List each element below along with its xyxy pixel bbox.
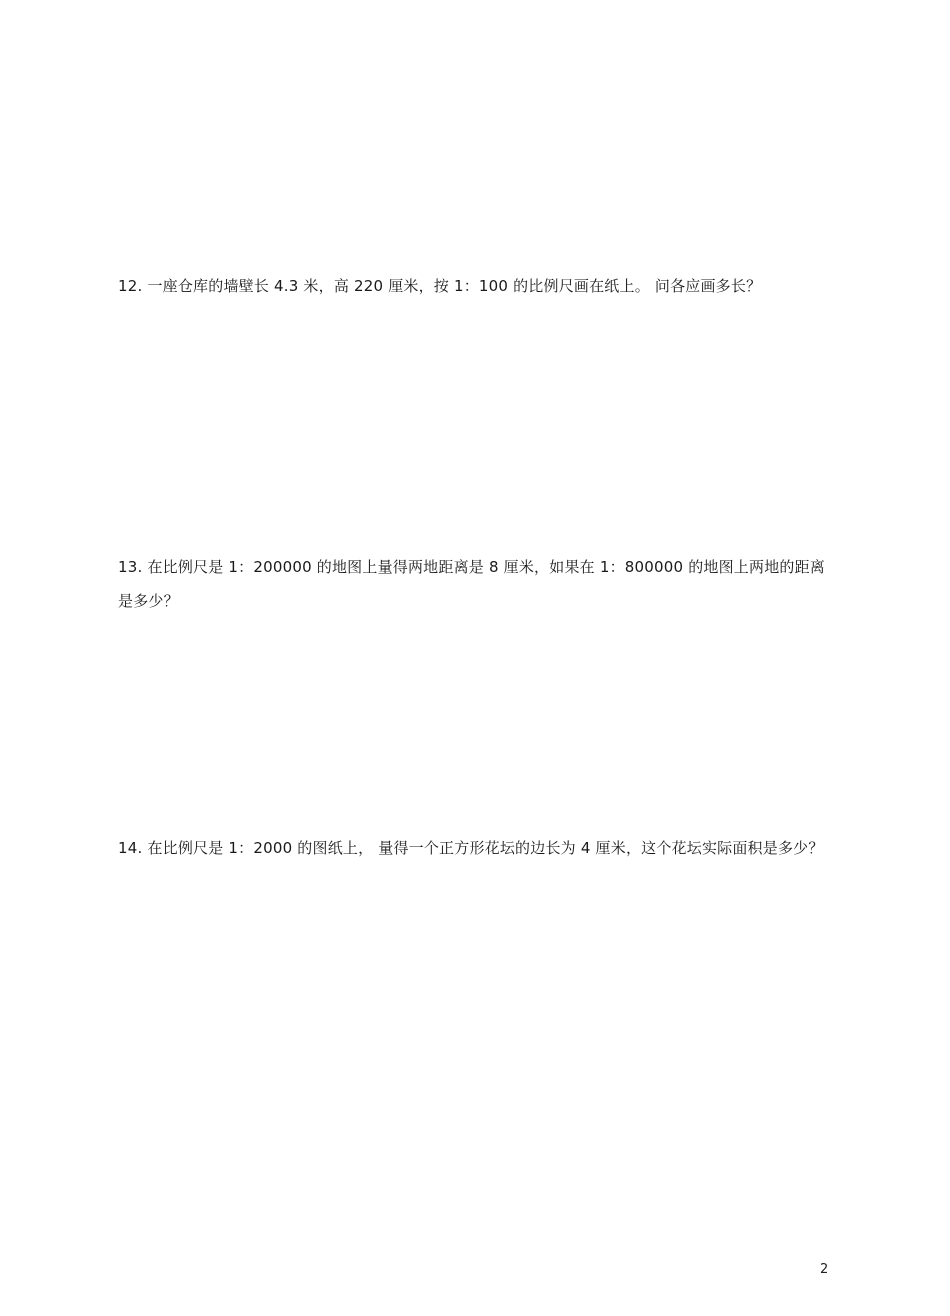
question-number: 13. <box>118 558 143 576</box>
question-number: 12. <box>118 277 143 295</box>
page-number: 2 <box>820 1262 829 1277</box>
question-number: 14. <box>118 839 143 857</box>
question-14 <box>118 831 833 865</box>
question-12 <box>118 269 833 303</box>
question-13 <box>118 550 833 618</box>
question-text: 一座仓库的墙壁长 4.3 米，高 220 厘米，按 1：100 的比例尺画在纸上。 问各应画多长？ <box>147 277 762 295</box>
question-text: 在比例尺是 1：200000 的地图上量得两地距离是 8 厘米，如果在 1：800000 的地图上两地的距离是多少？ <box>118 558 826 610</box>
question-text: 在比例尺是 1：2000 的图纸上， 量得一个正方形花坛的边长为 4 厘米，这个花坛实际面积是多少？ <box>147 839 824 857</box>
